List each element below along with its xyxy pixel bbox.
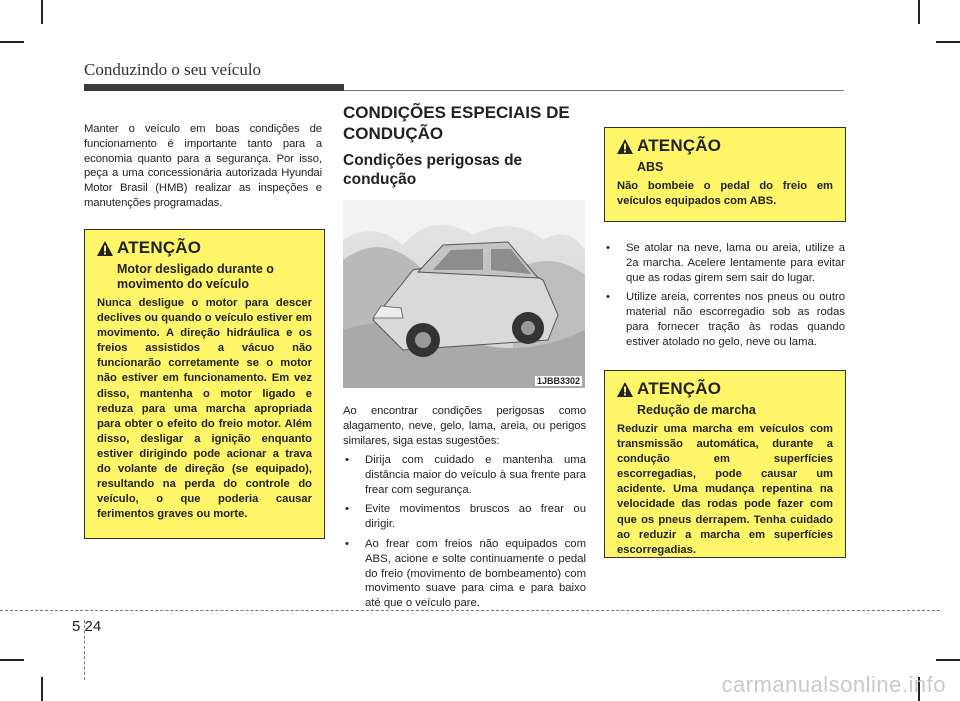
crop-mark xyxy=(936,659,960,661)
list-item: • Dirija com cuidado e mantenha uma distância maior do veículo à sua frente para frear com segurança. xyxy=(343,453,586,497)
warning-triangle-icon xyxy=(617,139,633,154)
list-item: • Evite movimentos bruscos ao frear ou dirigir. xyxy=(343,502,586,532)
conditions-list xyxy=(343,453,586,616)
warning-subtitle: ABS xyxy=(637,160,664,174)
warning-text: Reduzir uma marcha em veículos com transmissão automática, durante a condução em superfícies escorregadias, pode causar um acidente. Uma mudança repentina na velocidade das rodas pode fazer com que os pneus derrapem. Tenha cuidado ao reduzir a marcha em superfícies escorregadias. xyxy=(617,423,833,556)
warning-box-engine-off xyxy=(84,229,325,539)
subsection-title: Condições perigosas de condução xyxy=(343,152,523,188)
crop-mark xyxy=(41,677,43,701)
conditions-intro: Ao encontrar condições perigosas como alagamento, neve, gelo, lama, areia, ou perigos similares, siga estas sugestões: xyxy=(343,405,586,447)
footer-rule xyxy=(0,610,940,611)
warning-triangle-icon xyxy=(617,382,633,397)
list-item: • Ao frear com freios não equipados com ABS, acione e solte continuamente o pedal do freio (movimento de bombeamento) com movimento suave para cima e para baixo até que o veículo pare. xyxy=(343,537,586,611)
header-bar xyxy=(84,84,344,91)
warning-box-downshift xyxy=(604,370,846,558)
crop-mark xyxy=(0,41,24,43)
intro-paragraph: Manter o veículo em boas condições de funcionamento é importante tanto para a economia quanto para a segurança. Por isso, peça a uma concessionária autorizada Hyundai Motor Brasil (HMB) realizar as inspeções e manutenções programadas. xyxy=(84,123,322,209)
warning-text: Nunca desligue o motor para descer declives ou quando o veículo estiver em movimento. A direção hidráulica e os freios assistidos a vácuo não funcionarão corretamente se o motor não estiver em funcionamento. Em vez disso, mantenha o motor ligado e reduza para uma marcha apropriada para obter o efeito do freio motor. Além disso, desligar a ignição enquanto estiver dirigindo pode acionar a trava do volante de direção (se equipado), resultando na perda do controle do veículo, o que poderia causar ferimentos graves ou morte. xyxy=(97,297,312,521)
warning-triangle-icon xyxy=(97,241,113,256)
crop-mark xyxy=(0,659,24,661)
warning-text: Não bombeie o pedal do freio em veículos equipados com ABS. xyxy=(617,180,833,208)
page-number: 5 24 xyxy=(72,618,102,635)
crop-mark xyxy=(918,0,920,24)
crop-mark xyxy=(936,41,960,43)
warning-subtitle: Redução de marcha xyxy=(637,403,756,417)
header-rule xyxy=(344,90,844,91)
image-label: 1JBB3302 xyxy=(536,376,580,386)
page-header-title: Conduzindo o seu veículo xyxy=(84,60,262,79)
crop-mark xyxy=(41,0,43,24)
warning-box-abs xyxy=(604,127,846,222)
warning-subtitle: Motor desligado durante o movimento do veículo xyxy=(117,262,274,291)
warning-title: ATENÇÃO xyxy=(117,238,202,257)
stuck-vehicle-list xyxy=(604,241,845,355)
watermark: carmanualsonline.info xyxy=(721,672,946,697)
list-item: • Se atolar na neve, lama ou areia, utilize a 2a marcha. Acelere lentamente para evitar que as rodas girem sem sair do lugar. xyxy=(604,241,845,285)
section-title: CONDIÇÕES ESPECIAIS DE CONDUÇÃO xyxy=(343,103,570,143)
car-on-rough-terrain-illustration xyxy=(343,200,585,388)
warning-title: ATENÇÃO xyxy=(637,136,722,155)
warning-title: ATENÇÃO xyxy=(637,379,722,398)
list-item: • Utilize areia, correntes nos pneus ou outro material não escorregadio sob as rodas para fornecer tração às rodas quando estiver atolado no gelo, neve ou lama. xyxy=(604,290,845,349)
